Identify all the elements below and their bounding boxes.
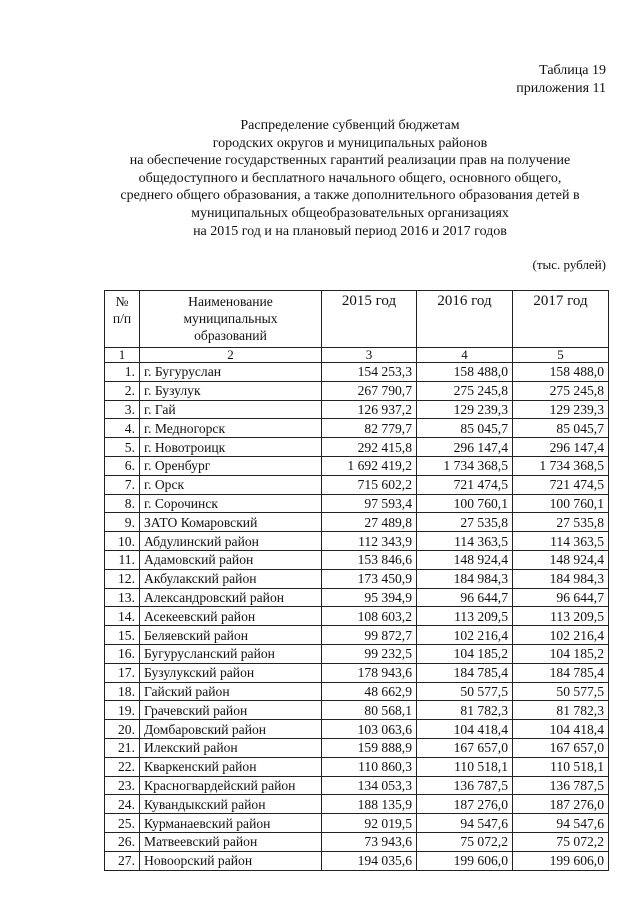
value-2017: 85 045,7 — [513, 419, 609, 438]
row-number: 14. — [105, 607, 140, 626]
value-2017: 100 760,1 — [513, 494, 609, 513]
header-2016: 2016 год — [417, 291, 513, 348]
value-2016: 158 488,0 — [417, 363, 513, 382]
municipality-name: Домбаровский район — [140, 720, 322, 739]
header-number-line: № — [115, 294, 129, 309]
municipality-name: г. Оренбург — [140, 456, 322, 475]
municipality-name: Курманаевский район — [140, 814, 322, 833]
subventions-table — [104, 290, 609, 871]
row-number: 15. — [105, 626, 140, 645]
value-2017: 81 782,3 — [513, 701, 609, 720]
municipality-name: г. Сорочинск — [140, 494, 322, 513]
value-2017: 1 734 368,5 — [513, 456, 609, 475]
document-title — [70, 117, 630, 240]
value-2017: 50 577,5 — [513, 682, 609, 701]
row-number: 21. — [105, 738, 140, 757]
value-2015: 99 872,7 — [322, 626, 417, 645]
value-2017: 110 518,1 — [513, 757, 609, 776]
municipality-name: ЗАТО Комаровский — [140, 513, 322, 532]
municipality-name: Бузулукский район — [140, 663, 322, 682]
value-2017: 102 216,4 — [513, 626, 609, 645]
table-row — [105, 776, 609, 795]
column-index: 5 — [513, 348, 609, 363]
table-row — [105, 363, 609, 382]
municipality-name: Акбулакский район — [140, 569, 322, 588]
table-row — [105, 738, 609, 757]
municipality-name: г. Бугуруслан — [140, 363, 322, 382]
table-header-row — [105, 291, 609, 348]
municipality-name: Кувандыкский район — [140, 795, 322, 814]
row-number: 13. — [105, 588, 140, 607]
table-row — [105, 419, 609, 438]
row-number: 24. — [105, 795, 140, 814]
value-2017: 94 547,6 — [513, 814, 609, 833]
row-number: 23. — [105, 776, 140, 795]
value-2015: 103 063,6 — [322, 720, 417, 739]
value-2016: 110 518,1 — [417, 757, 513, 776]
table-row — [105, 832, 609, 851]
title-line: общедоступного и бесплатного начального общего, основного общего, — [138, 170, 562, 186]
column-index: 4 — [417, 348, 513, 363]
value-2015: 188 135,9 — [322, 795, 417, 814]
table-row — [105, 475, 609, 494]
row-number: 4. — [105, 419, 140, 438]
value-2017: 184 984,3 — [513, 569, 609, 588]
value-2016: 85 045,7 — [417, 419, 513, 438]
row-number: 19. — [105, 701, 140, 720]
table-number-label: Таблица 19 — [539, 63, 606, 78]
municipality-name: Гайский район — [140, 682, 322, 701]
value-2016: 136 787,5 — [417, 776, 513, 795]
title-line: среднего общего образования, а также дополнительного образования детей в — [120, 188, 580, 204]
municipality-name: Асекеевский район — [140, 607, 322, 626]
municipality-name: Кваркенский район — [140, 757, 322, 776]
value-2017: 199 606,0 — [513, 851, 609, 870]
header-2017: 2017 год — [513, 291, 609, 348]
value-2016: 167 657,0 — [417, 738, 513, 757]
value-2017: 158 488,0 — [513, 363, 609, 382]
value-2015: 48 662,9 — [322, 682, 417, 701]
value-2016: 184 785,4 — [417, 663, 513, 682]
municipality-name: Александровский район — [140, 588, 322, 607]
value-2015: 1 692 419,2 — [322, 456, 417, 475]
value-2016: 102 216,4 — [417, 626, 513, 645]
municipality-name: г. Орск — [140, 475, 322, 494]
title-line: на обеспечение государственных гарантий реализации прав на получение — [129, 153, 571, 169]
value-2015: 134 053,3 — [322, 776, 417, 795]
row-number: 16. — [105, 644, 140, 663]
header-name-line: образований — [194, 328, 267, 343]
value-2016: 184 984,3 — [417, 569, 513, 588]
table-row — [105, 532, 609, 551]
value-2016: 275 245,8 — [417, 381, 513, 400]
table-row — [105, 682, 609, 701]
value-2016: 129 239,3 — [417, 400, 513, 419]
row-number: 10. — [105, 532, 140, 551]
value-2017: 129 239,3 — [513, 400, 609, 419]
municipality-name: г. Медногорск — [140, 419, 322, 438]
municipality-name: Грачевский район — [140, 701, 322, 720]
value-2015: 108 603,2 — [322, 607, 417, 626]
municipality-name: Беляевский район — [140, 626, 322, 645]
table-row — [105, 438, 609, 457]
municipality-name: Матвеевский район — [140, 832, 322, 851]
table-row — [105, 795, 609, 814]
value-2016: 296 147,4 — [417, 438, 513, 457]
value-2015: 267 790,7 — [322, 381, 417, 400]
value-2015: 112 343,9 — [322, 532, 417, 551]
title-line: на 2015 год и на плановый период 2016 и 2017 годов — [193, 223, 507, 239]
value-2016: 100 760,1 — [417, 494, 513, 513]
row-number: 5. — [105, 438, 140, 457]
value-2015: 110 860,3 — [322, 757, 417, 776]
value-2016: 113 209,5 — [417, 607, 513, 626]
header-name-line: муниципальных — [183, 311, 278, 326]
value-2017: 136 787,5 — [513, 776, 609, 795]
value-2017: 27 535,8 — [513, 513, 609, 532]
value-2017: 75 072,2 — [513, 832, 609, 851]
header-name — [140, 291, 322, 348]
row-number: 26. — [105, 832, 140, 851]
value-2017: 167 657,0 — [513, 738, 609, 757]
table-row — [105, 607, 609, 626]
municipality-name: Новоорский район — [140, 851, 322, 870]
row-number: 2. — [105, 381, 140, 400]
header-2015: 2015 год — [322, 291, 417, 348]
value-2017: 296 147,4 — [513, 438, 609, 457]
value-2015: 153 846,6 — [322, 550, 417, 569]
row-number: 12. — [105, 569, 140, 588]
table-row — [105, 588, 609, 607]
value-2015: 92 019,5 — [322, 814, 417, 833]
value-2017: 96 644,7 — [513, 588, 609, 607]
value-2016: 96 644,7 — [417, 588, 513, 607]
value-2015: 27 489,8 — [322, 513, 417, 532]
row-number: 18. — [105, 682, 140, 701]
municipality-name: г. Новотроицк — [140, 438, 322, 457]
value-2015: 154 253,3 — [322, 363, 417, 382]
value-2015: 73 943,6 — [322, 832, 417, 851]
column-index: 2 — [140, 348, 322, 363]
value-2015: 159 888,9 — [322, 738, 417, 757]
table-row — [105, 381, 609, 400]
table-row — [105, 644, 609, 663]
value-2017: 104 418,4 — [513, 720, 609, 739]
header-number — [105, 291, 140, 348]
value-2017: 148 924,4 — [513, 550, 609, 569]
value-2016: 721 474,5 — [417, 475, 513, 494]
row-number: 17. — [105, 663, 140, 682]
table-row — [105, 851, 609, 870]
column-index: 3 — [322, 348, 417, 363]
units-label: (тыс. рублей) — [532, 257, 606, 272]
table-row — [105, 513, 609, 532]
value-2015: 173 450,9 — [322, 569, 417, 588]
municipality-name: г. Бузулук — [140, 381, 322, 400]
table-row — [105, 626, 609, 645]
municipality-name: Абдулинский район — [140, 532, 322, 551]
row-number: 9. — [105, 513, 140, 532]
value-2015: 126 937,2 — [322, 400, 417, 419]
table-row — [105, 814, 609, 833]
municipality-name: Бугурусланский район — [140, 644, 322, 663]
value-2016: 187 276,0 — [417, 795, 513, 814]
column-index-row — [105, 348, 609, 363]
value-2015: 95 394,9 — [322, 588, 417, 607]
value-2016: 148 924,4 — [417, 550, 513, 569]
table-row — [105, 400, 609, 419]
municipality-name: Адамовский район — [140, 550, 322, 569]
value-2016: 104 418,4 — [417, 720, 513, 739]
value-2015: 178 943,6 — [322, 663, 417, 682]
value-2016: 81 782,3 — [417, 701, 513, 720]
title-line: муниципальных общеобразовательных организациях — [191, 205, 509, 221]
row-number: 20. — [105, 720, 140, 739]
row-number: 11. — [105, 550, 140, 569]
value-2016: 199 606,0 — [417, 851, 513, 870]
value-2016: 114 363,5 — [417, 532, 513, 551]
value-2016: 50 577,5 — [417, 682, 513, 701]
column-index: 1 — [105, 348, 140, 363]
header-number-line: п/п — [112, 311, 132, 326]
table-row — [105, 550, 609, 569]
municipality-name: г. Гай — [140, 400, 322, 419]
row-number: 8. — [105, 494, 140, 513]
table-row — [105, 494, 609, 513]
value-2016: 27 535,8 — [417, 513, 513, 532]
municipality-name: Красногвардейский район — [140, 776, 322, 795]
value-2016: 1 734 368,5 — [417, 456, 513, 475]
value-2016: 104 185,2 — [417, 644, 513, 663]
row-number: 22. — [105, 757, 140, 776]
table-row — [105, 456, 609, 475]
table-row — [105, 757, 609, 776]
value-2015: 97 593,4 — [322, 494, 417, 513]
value-2015: 194 035,6 — [322, 851, 417, 870]
title-line: городских округов и муниципальных районов — [212, 135, 488, 151]
table-row — [105, 569, 609, 588]
value-2017: 275 245,8 — [513, 381, 609, 400]
table-row — [105, 663, 609, 682]
value-2015: 80 568,1 — [322, 701, 417, 720]
municipality-name: Илекский район — [140, 738, 322, 757]
row-number: 1. — [105, 363, 140, 382]
value-2016: 75 072,2 — [417, 832, 513, 851]
value-2015: 99 232,5 — [322, 644, 417, 663]
appendix-label: приложения 11 — [516, 81, 606, 96]
value-2015: 715 602,2 — [322, 475, 417, 494]
value-2017: 104 185,2 — [513, 644, 609, 663]
value-2017: 184 785,4 — [513, 663, 609, 682]
value-2017: 113 209,5 — [513, 607, 609, 626]
row-number: 7. — [105, 475, 140, 494]
row-number: 3. — [105, 400, 140, 419]
value-2017: 721 474,5 — [513, 475, 609, 494]
row-number: 25. — [105, 814, 140, 833]
value-2016: 94 547,6 — [417, 814, 513, 833]
row-number: 6. — [105, 456, 140, 475]
table-row — [105, 701, 609, 720]
value-2017: 114 363,5 — [513, 532, 609, 551]
value-2017: 187 276,0 — [513, 795, 609, 814]
title-line: Распределение субвенций бюджетам — [240, 118, 460, 133]
header-name-line: Наименование — [188, 294, 273, 309]
table-row — [105, 720, 609, 739]
value-2015: 292 415,8 — [322, 438, 417, 457]
row-number: 27. — [105, 851, 140, 870]
value-2015: 82 779,7 — [322, 419, 417, 438]
